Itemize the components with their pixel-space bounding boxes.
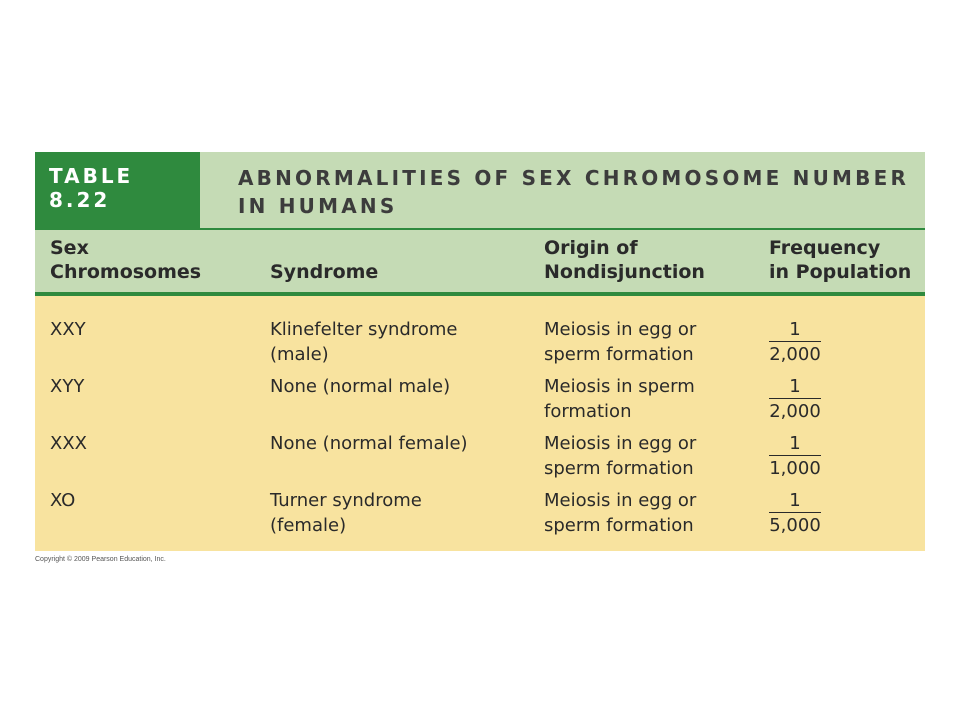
cell-syndrome xyxy=(270,317,457,367)
table-title-line-2: IN HUMANS xyxy=(238,194,398,218)
cell-sex: XYY xyxy=(50,376,85,397)
cell-origin-line-1: Meiosis in egg or xyxy=(544,433,697,454)
table-row xyxy=(35,431,925,488)
table-number-label: TABLE 8.22 xyxy=(35,152,200,228)
cell-syndrome xyxy=(270,488,422,538)
cell-syndrome xyxy=(270,374,450,399)
cell-origin xyxy=(544,488,744,538)
cell-origin xyxy=(544,374,744,424)
table-row xyxy=(35,317,925,374)
frequency-denominator: 1,000 xyxy=(769,458,821,479)
cell-syndrome-line-2: (male) xyxy=(270,344,329,365)
table-body xyxy=(35,296,925,551)
cell-origin-line-1: Meiosis in sperm xyxy=(544,376,695,397)
cell-frequency xyxy=(769,431,821,481)
cell-origin-line-1: Meiosis in egg or xyxy=(544,319,697,340)
cell-syndrome-line-2: (female) xyxy=(270,515,347,536)
header-sex-line-1: Sex xyxy=(50,237,89,259)
frequency-numerator: 1 xyxy=(769,317,821,342)
cell-sex: XXX xyxy=(50,433,87,454)
cell-frequency xyxy=(769,488,821,538)
table-title-bar xyxy=(35,152,925,228)
header-freq-line-2: in Population xyxy=(769,261,912,283)
frequency-numerator: 1 xyxy=(769,488,821,513)
header-freq-line-1: Frequency xyxy=(769,237,881,259)
cell-origin-line-2: sperm formation xyxy=(544,515,694,536)
cell-frequency xyxy=(769,317,821,367)
cell-syndrome-line-1: Turner syndrome xyxy=(270,490,422,511)
header-frequency xyxy=(769,236,911,284)
cell-syndrome-line-1: Klinefelter syndrome xyxy=(270,319,458,340)
frequency-denominator: 2,000 xyxy=(769,401,821,422)
header-origin xyxy=(544,236,705,284)
chromosome-table xyxy=(35,152,925,551)
table-row xyxy=(35,488,925,545)
header-sex-chromosomes xyxy=(50,236,201,284)
cell-origin-line-2: formation xyxy=(544,401,632,422)
table-title-line-1: ABNORMALITIES OF SEX CHROMOSOME NUMBER xyxy=(238,166,910,190)
cell-syndrome-line-1: None (normal male) xyxy=(270,376,451,397)
table-header-row xyxy=(35,228,925,296)
table-row xyxy=(35,374,925,431)
table-title xyxy=(238,164,918,220)
cell-origin-line-2: sperm formation xyxy=(544,344,694,365)
cell-syndrome xyxy=(270,431,468,456)
header-origin-line-2: Nondisjunction xyxy=(544,261,705,283)
cell-sex: XO xyxy=(50,490,76,511)
frequency-denominator: 2,000 xyxy=(769,344,821,365)
cell-origin xyxy=(544,431,744,481)
copyright-notice: Copyright © 2009 Pearson Education, Inc. xyxy=(35,556,166,563)
frequency-numerator: 1 xyxy=(769,431,821,456)
frequency-numerator: 1 xyxy=(769,374,821,399)
cell-origin-line-1: Meiosis in egg or xyxy=(544,490,697,511)
cell-origin xyxy=(544,317,744,367)
cell-origin-line-2: sperm formation xyxy=(544,458,694,479)
cell-frequency xyxy=(769,374,821,424)
cell-sex: XXY xyxy=(50,319,86,340)
header-origin-line-1: Origin of xyxy=(544,237,638,259)
cell-syndrome-line-1: None (normal female) xyxy=(270,433,468,454)
header-syndrome: Syndrome xyxy=(270,261,379,283)
frequency-denominator: 5,000 xyxy=(769,515,821,536)
header-sex-line-2: Chromosomes xyxy=(50,261,202,283)
